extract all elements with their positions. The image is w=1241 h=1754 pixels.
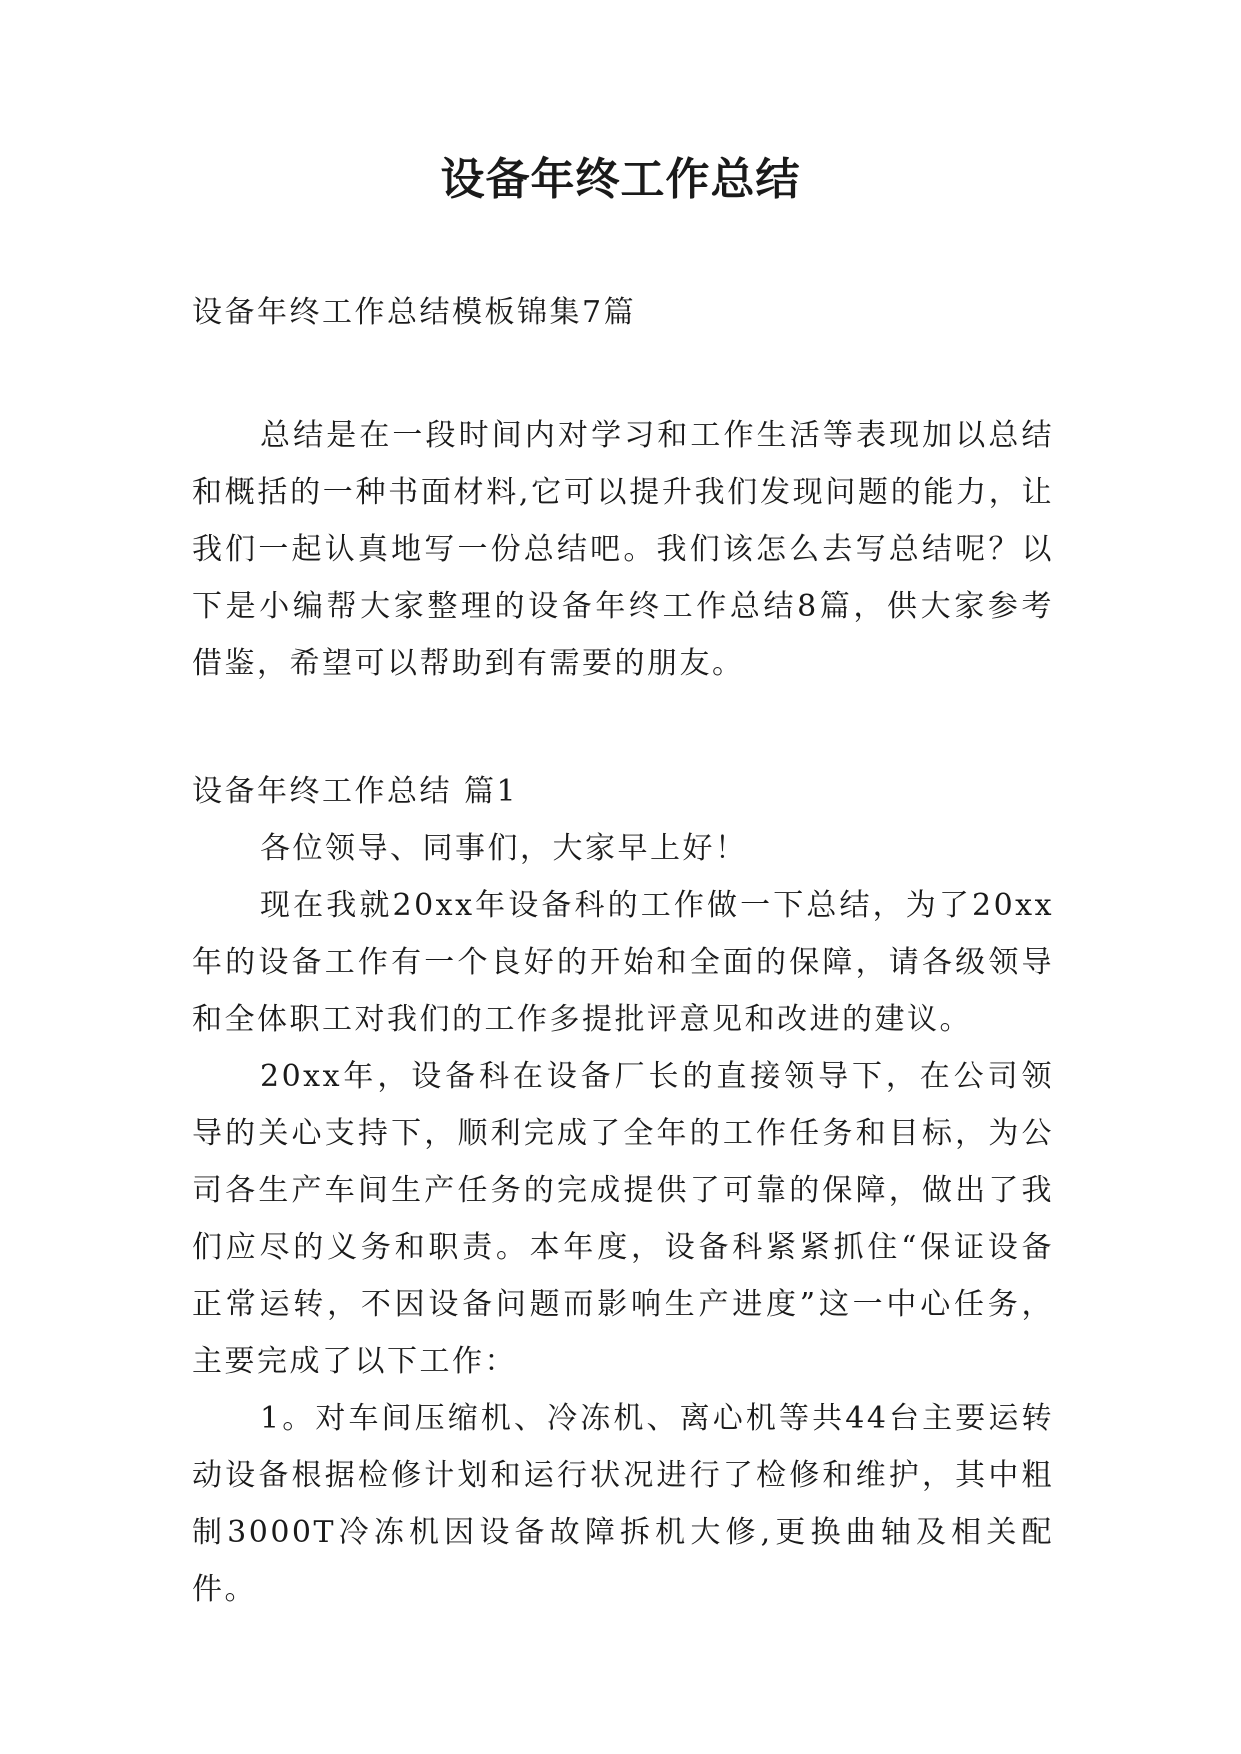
section-heading: 设备年终工作总结 篇1 [192,774,519,809]
document-title: 设备年终工作总结 [440,154,801,205]
document-subtitle: 设备年终工作总结模板锦集7篇 [192,295,637,330]
body-paragraph: 现在我就20xx年设备科的工作做一下总结，为了20xx年的设备工作有一个良好的开始和全面的保障，请各级领导和全体职工对我们的工作多提批评意见和改进的建议。 [192,888,1054,1037]
greeting-paragraph: 各位领导、同事们，大家早上好！ [260,831,748,866]
list-item-paragraph: 1。对车间压缩机、冷冻机、离心机等共44台主要运转动设备根据检修计划和运行状况进行了检修和维护，其中粗制3000T冷冻机因设备故障拆机大修,更换曲轴及相关配件。 [192,1401,1054,1607]
section-1 [192,763,1054,1618]
intro-paragraph: 总结是在一段时间内对学习和工作生活等表现加以总结和概括的一种书面材料,它可以提升我们发现问题的能力，让我们一起认真地写一份总结吧。我们该怎么去写总结呢？以下是小编帮大家整理的设备年终工作总结8篇，供大家参考借鉴，希望可以帮助到有需要的朋友。 [192,418,1054,681]
body-paragraph: 20xx年，设备科在设备厂长的直接领导下，在公司领导的关心支持下，顺利完成了全年的工作任务和目标，为公司各生产车间生产任务的完成提供了可靠的保障，做出了我们应尽的义务和职责。本年度，设备科紧紧抓住“保证设备正常运转，不因设备问题而影响生产进度”这一中心任务，主要完成了以下工作： [192,1059,1054,1379]
